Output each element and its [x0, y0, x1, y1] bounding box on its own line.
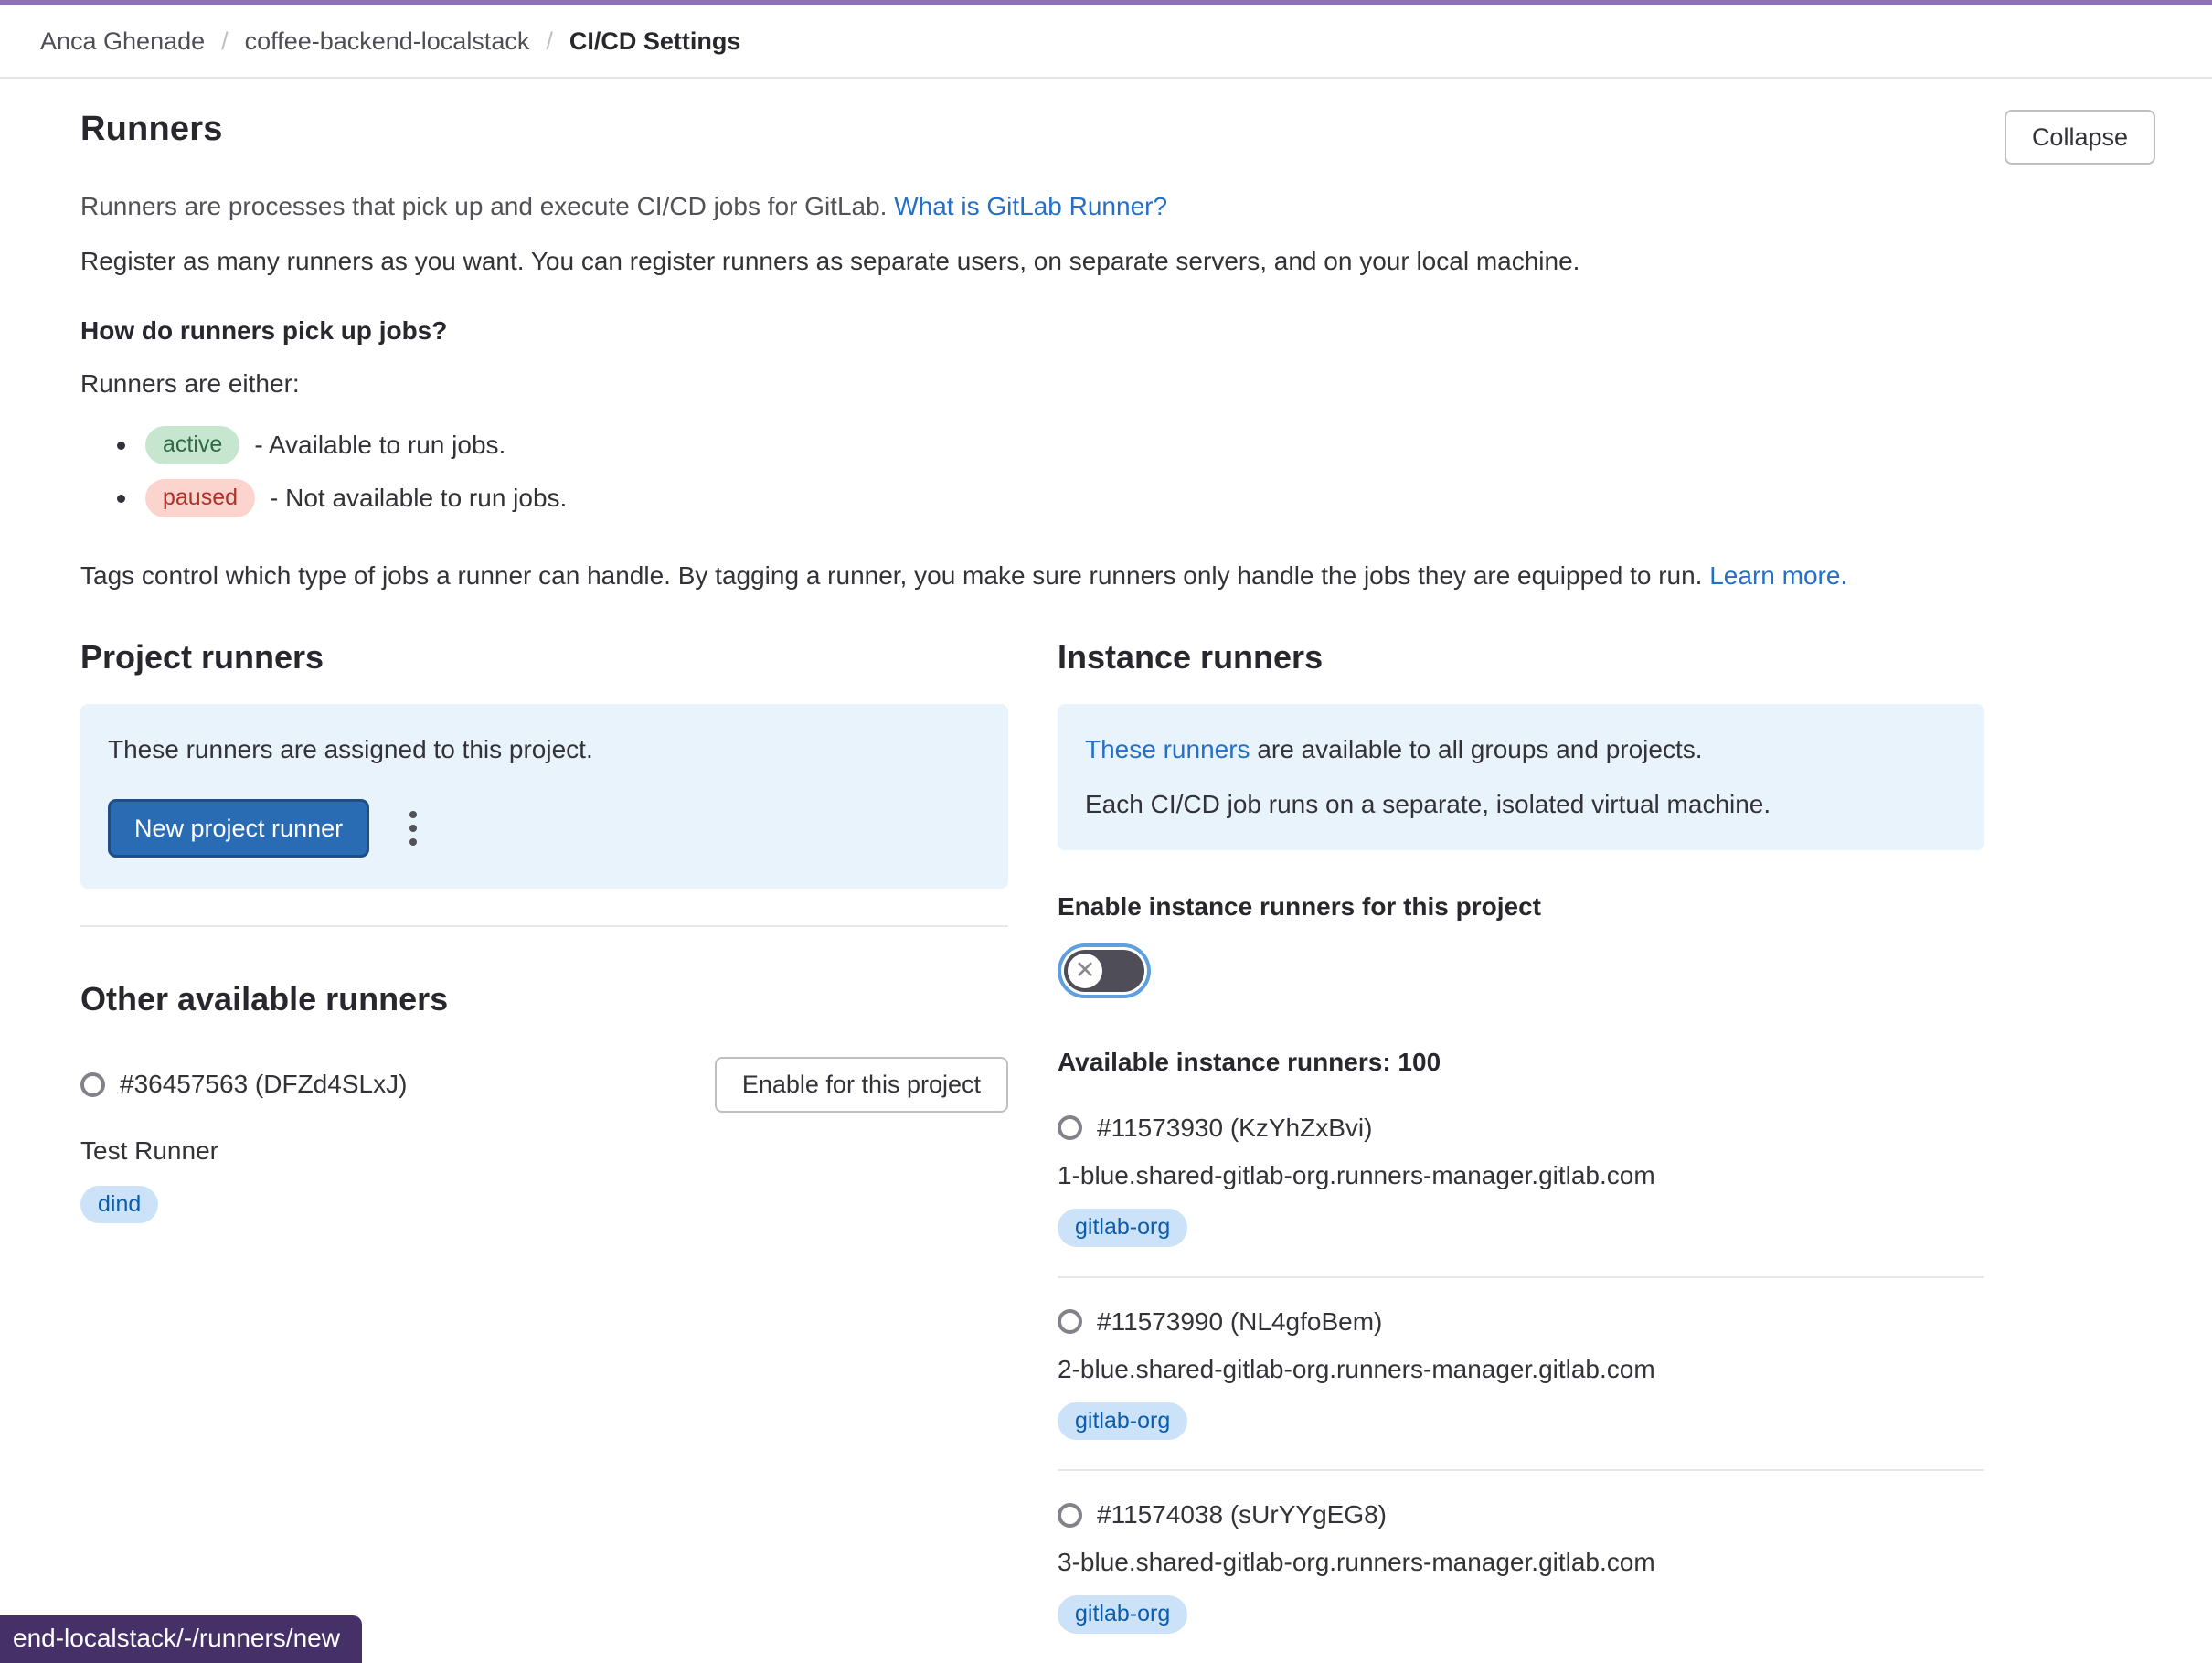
how-runners-pick-up-jobs-heading: How do runners pick up jobs? [80, 316, 448, 346]
active-status-text: - Available to run jobs. [254, 431, 506, 460]
link-url-status-tooltip: end-localstack/-/runners/new [0, 1615, 362, 1663]
instance-runner-list [1058, 1114, 1984, 1663]
runner-name: Test Runner [80, 1135, 218, 1165]
runner-host: 3-blue.shared-gitlab-org.runners-manager.gitlab.com [1058, 1548, 1655, 1577]
register-description: Register as many runners as you want. You can register runners as separate users, on separate servers, and on your local machine. [80, 247, 1580, 276]
runner-tag-badge: dind [80, 1186, 158, 1224]
list-item [80, 426, 2132, 464]
runner-status-icon [1058, 1503, 1082, 1528]
instance-runners-title: Instance runners [1058, 637, 1324, 676]
learn-more-link[interactable]: Learn more. [1709, 560, 1848, 590]
runner-state-list [80, 426, 2132, 517]
project-runners-info-text: These runners are assigned to this project. [108, 734, 593, 763]
instance-runners-info-box [1058, 704, 1984, 850]
runners-description [80, 192, 2132, 221]
runner-tag-badge: gitlab-org [1058, 1595, 1187, 1634]
bullet-icon [117, 495, 125, 503]
project-runners-info-box [80, 704, 1008, 889]
instance-runner-row [1058, 1114, 1984, 1278]
active-status-badge: active [145, 426, 239, 464]
these-runners-link[interactable]: These runners [1085, 734, 1250, 763]
tags-description-text: Tags control which type of jobs a runner can handle. By tagging a runner, you make sure runners only handle the jobs they are equipped to run. [80, 560, 1710, 590]
runners-description-text: Runners are processes that pick up and execute CI/CD jobs for GitLab. [80, 192, 895, 221]
kebab-menu-icon[interactable] [404, 803, 422, 855]
new-project-runner-button[interactable]: New project runner [108, 799, 369, 858]
runner-status-icon [1058, 1309, 1082, 1334]
available-instance-runners-count: Available instance runners: 100 [1058, 1047, 1441, 1076]
list-item [80, 479, 2132, 517]
breadcrumb-project[interactable]: coffee-backend-localstack [244, 27, 530, 55]
runners-are-either-label: Runners are either: [80, 369, 300, 399]
instance-runner-row [1058, 1500, 1984, 1663]
enable-instance-runners-label: Enable instance runners for this project [1058, 891, 1542, 921]
runners-settings-section [0, 79, 2212, 1663]
instance-runners-info-line1 [1085, 735, 1957, 764]
other-available-runners-title: Other available runners [80, 980, 449, 1018]
breadcrumb-current-page: CI/CD Settings [569, 27, 741, 55]
runner-id: #11573930 (KzYhZxBvi) [1097, 1113, 1373, 1142]
breadcrumb-user[interactable]: Anca Ghenade [40, 27, 206, 55]
page-title: Runners [80, 110, 223, 148]
runner-id: #11573990 (NL4gfoBem) [1097, 1306, 1383, 1336]
instance-runners-section [1058, 638, 1984, 1663]
breadcrumb [0, 5, 2212, 79]
runner-status-icon [80, 1072, 105, 1097]
runner-id: #11574038 (sUrYYgEG8) [1097, 1500, 1387, 1530]
bullet-icon [117, 442, 125, 450]
breadcrumb-separator: / [546, 27, 553, 55]
paused-status-text: - Not available to run jobs. [270, 484, 568, 513]
runner-tag-badge: gitlab-org [1058, 1209, 1187, 1247]
runner-id: #36457563 (DFZd4SLxJ) [120, 1070, 408, 1099]
instance-runners-info-line2: Each CI/CD job runs on a separate, isolated virtual machine. [1085, 789, 1771, 818]
runner-host: 1-blue.shared-gitlab-org.runners-manager.gitlab.com [1058, 1160, 1655, 1189]
runner-host: 2-blue.shared-gitlab-org.runners-manager.gitlab.com [1058, 1354, 1655, 1383]
what-is-gitlab-runner-link[interactable]: What is GitLab Runner? [894, 192, 1168, 221]
divider [80, 925, 1008, 927]
toggle-off-icon: ✕ [1068, 954, 1102, 988]
project-runners-section [80, 638, 1008, 1663]
tags-description [80, 561, 2132, 591]
runner-status-icon [1058, 1115, 1082, 1140]
available-runner-row [80, 1057, 1008, 1112]
runner-tag-badge: gitlab-org [1058, 1402, 1187, 1441]
project-runners-title: Project runners [80, 637, 324, 676]
instance-runner-row [1058, 1307, 1984, 1472]
instance-runners-info-text: are available to all groups and projects. [1250, 734, 1703, 763]
enable-for-this-project-button[interactable]: Enable for this project [715, 1057, 1008, 1112]
instance-runners-toggle[interactable] [1064, 950, 1144, 992]
breadcrumb-separator: / [221, 27, 229, 55]
collapse-button[interactable]: Collapse [2005, 110, 2155, 165]
paused-status-badge: paused [145, 479, 255, 517]
